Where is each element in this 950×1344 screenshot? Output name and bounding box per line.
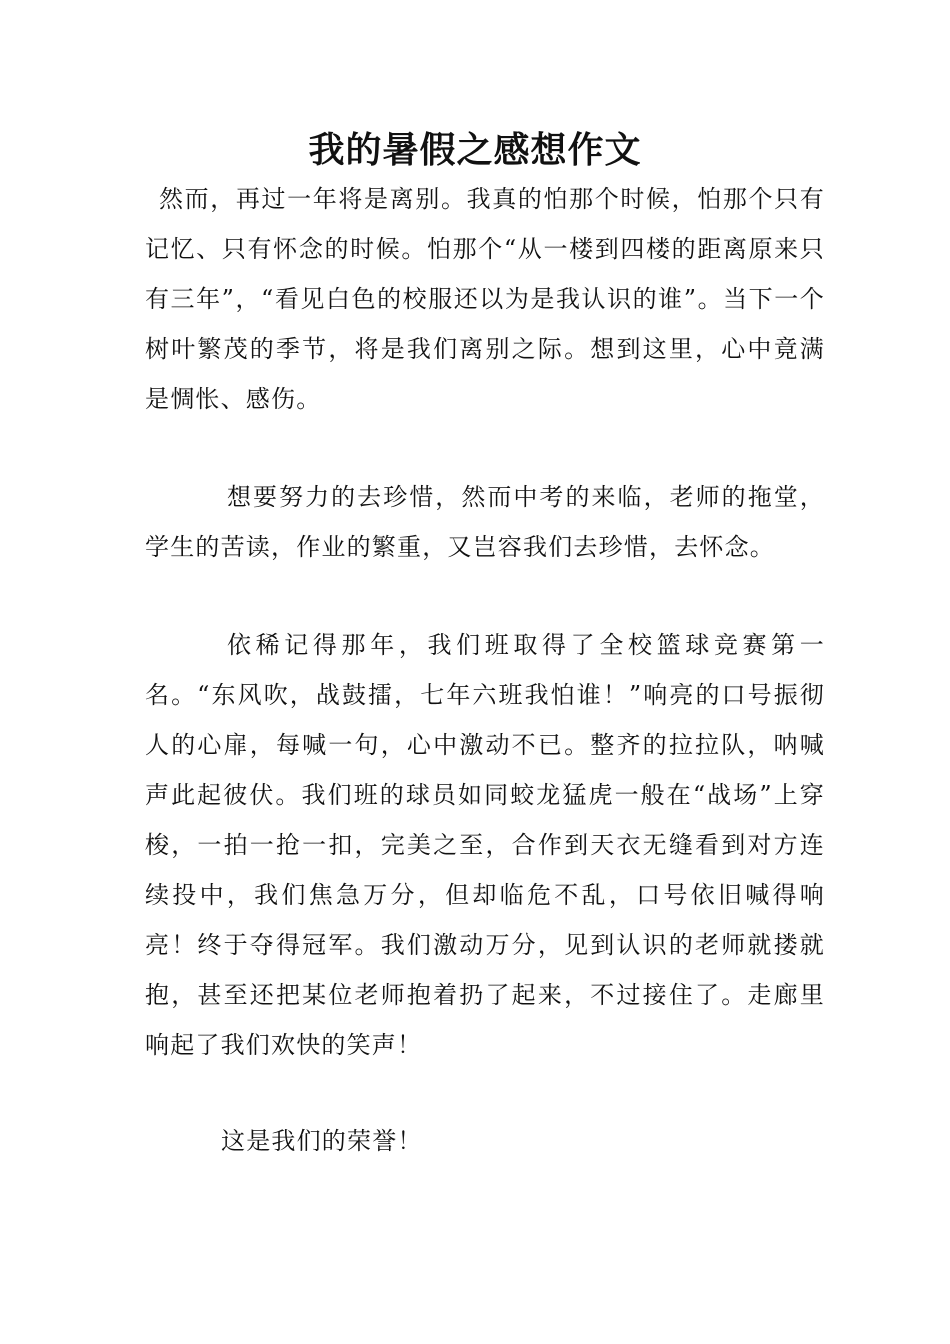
paragraph-honor: 这是我们的荣誉！	[221, 1127, 423, 1155]
paragraph-basketball: 依稀记得那年，我们班取得了全校篮球竞赛第一名。“东风吹，战鼓擂，七年六班我怕谁！”响亮的口号振彻人的心扉，每喊一句，心中激动不已。整齐的拉拉队，呐喊声此起彼伏。我们班的球员如同蛟龙猛虎一般在“战场”上穿梭，一拍一抢一扣，完美之至，合作到天衣无缝看到对方连续投中，我们焦急万分，但却临危不乱，口号依旧喊得响亮！终于夺得冠军。我们激动万分，见到认识的老师就搂就抱，甚至还把某位老师抱着扔了起来，不过接住了。走廊里响起了我们欢快的笑声！	[145, 631, 825, 1059]
paragraph-cherish: 想要努力的去珍惜，然而中考的来临，老师的拖堂，学生的苦读，作业的繁重，又岂容我们去珍惜，去怀念。	[145, 483, 825, 561]
document-title: 我的暑假之感想作文	[308, 130, 642, 171]
paragraph-farewell: 然而，再过一年将是离别。我真的怕那个时候，怕那个只有记忆、只有怀念的时候。怕那个“从一楼到四楼的距离原来只有三年”，“看见白色的校服还以为是我认识的谁”。当下一个树叶繁茂的季节，将是我们离别之际。想到这里，心中竟满是惆怅、感伤。	[145, 185, 825, 413]
